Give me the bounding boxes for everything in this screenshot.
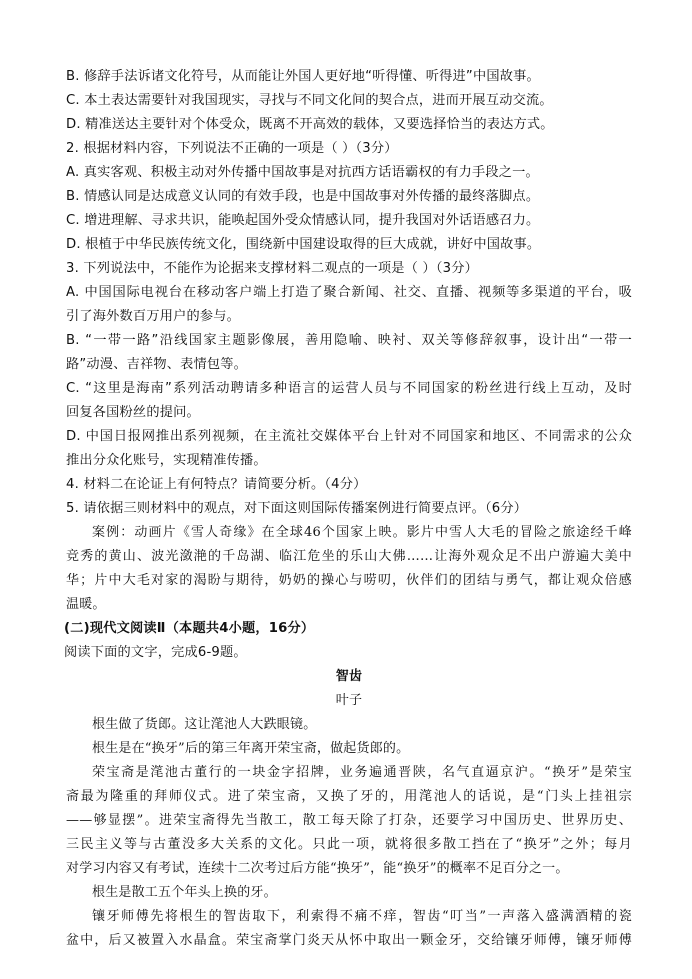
question-5: 5. 请依据三则材料中的观点，对下面这则国际传播案例进行简要点评。（6分） [66, 501, 528, 516]
q3-option-b: B. “一带一路”沿线国家主题影像展，善用隐喻、映衬、双关等修辞叙事，设计出“一带一 [66, 333, 632, 348]
paragraph-line: ——够显摆”。进荣宝斋得先当散工，散工每天除了打杂，还要学习中国历史、世界历史、 [66, 813, 632, 828]
q2-option-d: D. 根植于中华民族传统文化，围绕新中国建设取得的巨大成就，讲好中国故事。 [66, 237, 541, 252]
q3-option-a-cont: 引了海外数百万用户的参与。 [66, 309, 241, 324]
option-c-line: C. 本土表达需要针对我国现实，寻找与不同文化间的契合点，进而开展互动交流。 [66, 93, 553, 108]
q3-option-a: A. 中国国际电视台在移动客户端上打造了聚合新闻、社交、直播、视频等多渠道的平台，吸 [66, 285, 632, 300]
story-title: 智齿 [335, 669, 363, 684]
q2-option-b: B. 情感认同是达成意义认同的有效手段，也是中国故事对外传播的最终落脚点。 [66, 189, 540, 204]
case-line-1: 案例：动画片《雪人奇缘》在全球46个国家上映。影片中雪人大毛的冒险之旅途经千峰 [92, 525, 632, 540]
paragraph-line: 荣宝斋是滗池古董行的一块金字招牌，业务遍通晋陕，名气直逼京沪。“换牙”是荣宝 [92, 765, 632, 780]
reading-instruction: 阅读下面的文字，完成6-9题。 [64, 645, 247, 660]
q3-option-b-cont: 路”动漫、吉祥物、表情包等。 [66, 357, 248, 372]
q2-option-a: A. 真实客观、积极主动对外传播中国故事是对抗西方话语霸权的有力手段之一。 [66, 165, 539, 180]
paragraph-line: 根生做了货郎。这让滗池人大跌眼镜。 [92, 717, 317, 732]
q3-option-c: C. “这里是海南”系列活动聘请多种语言的运营人员与不同国家的粉丝进行线上互动，及时 [66, 381, 632, 396]
question-4: 4. 材料二在论证上有何特点？请简要分析。（4分） [66, 477, 367, 492]
q3-option-c-cont: 回复各国粉丝的提问。 [66, 405, 200, 420]
option-d-line: D. 精准送达主要针对个体受众，既离不开高效的载体，又要选择恰当的表达方式。 [66, 117, 554, 132]
paragraph-line: 根生是在“换牙”后的第三年离开荣宝斋，做起货郎的。 [92, 741, 410, 756]
q3-option-d-cont: 推出分众化账号，实现精准传播。 [66, 453, 267, 468]
story-author: 叶子 [335, 693, 363, 708]
paragraph-line: 镶牙师傅先将根生的智齿取下，利索得不痛不痒，智齿“叮当”一声落入盛满酒精的瓷 [92, 909, 632, 924]
paragraph-line: 根生是散工五个年头上换的牙。 [92, 885, 277, 900]
question-3: 3. 下列说法中，不能作为论据来支撑材料二观点的一项是（ ）（3分） [66, 261, 478, 276]
section-heading: (二)现代文阅读Ⅱ（本题共4小题，16分） [64, 621, 315, 636]
paragraph-line: 斋最为隆重的拜师仪式。进了荣宝斋，又换了牙的，用滗池人的话说，是“门头上挂祖宗 [66, 789, 632, 804]
case-line-2: 竞秀的黄山、波光潋滟的千岛湖、临江危坐的乐山大佛……让海外观众足不出户游遍大美中 [66, 549, 632, 564]
case-line-3: 华；片中大毛对家的渴盼与期待，奶奶的操心与唠叨，伙伴们的团结与勇气，都让观众倍感 [66, 573, 632, 588]
q2-option-c: C. 增进理解、寻求共识，能唤起国外受众情感认同，提升我国对外话语感召力。 [66, 213, 540, 228]
paragraph-line: 盆中，后又被置入水晶盒。荣宝斋掌门炎天从怀中取出一颗金牙，交给镶牙师傅，镶牙师傅 [66, 933, 632, 948]
question-2: 2. 根据材料内容，下列说法不正确的一项是（ ）（3分） [66, 141, 398, 156]
q3-option-d: D. 中国日报网推出系列视频，在主流社交媒体平台上针对不同国家和地区、不同需求的公众 [66, 429, 632, 444]
paragraph-line: 对学习内容又有考试，连续十二次考过后方能“换牙”，能“换牙”的概率不足百分之一。 [66, 861, 569, 876]
paragraph-line: 三民主义等与古董没多大关系的文化。只此一项，就将很多散工挡在了“换牙”之外；每月 [66, 837, 632, 852]
case-line-4: 温暖。 [66, 597, 106, 612]
option-b-line: B. 修辞手法诉诸文化符号，从而能让外国人更好地“听得懂、听得进”中国故事。 [66, 69, 540, 84]
